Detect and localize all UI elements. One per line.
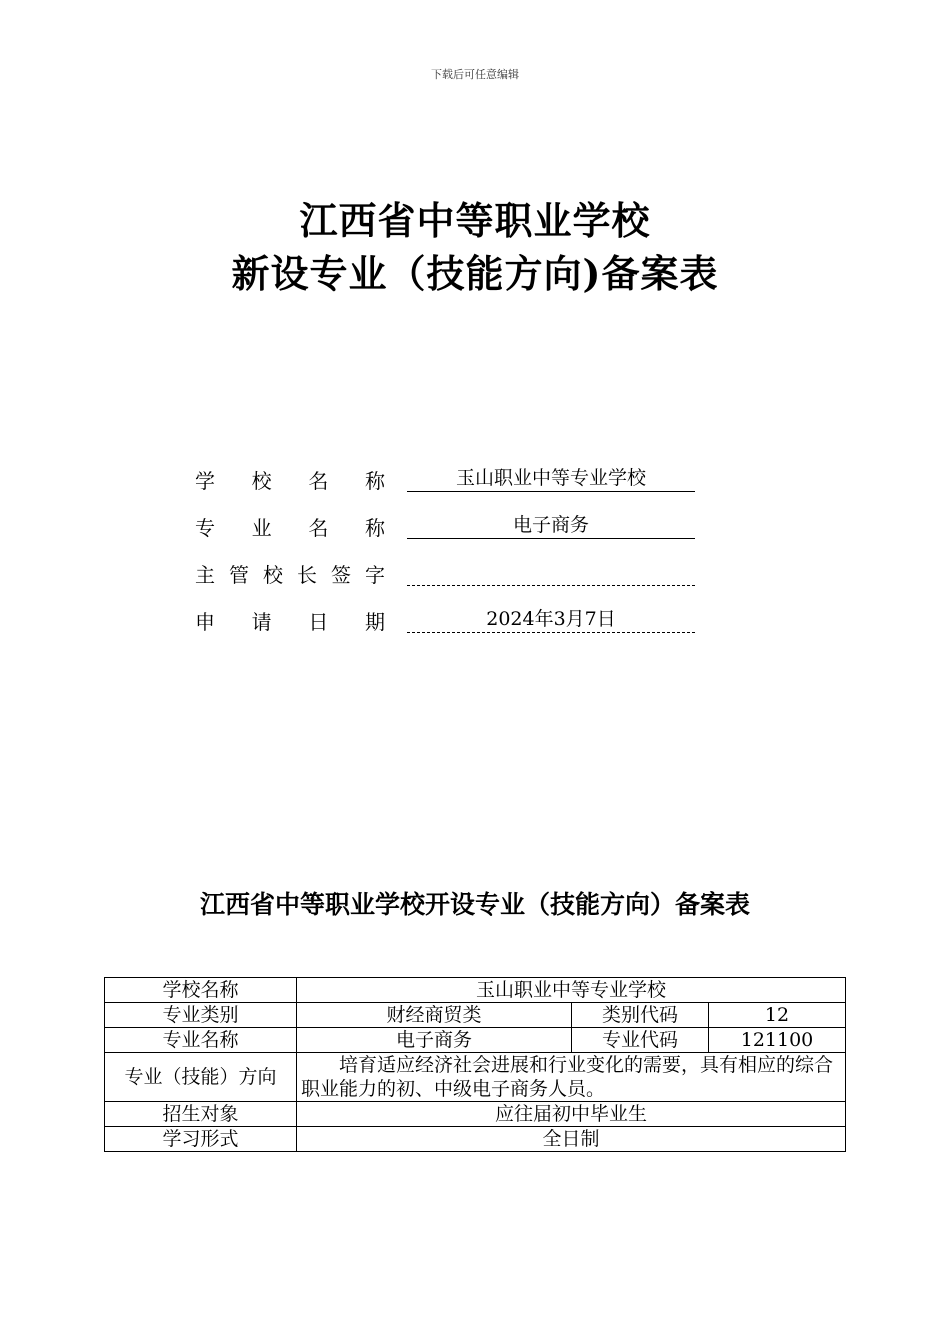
major-value-cell[interactable]: 电子商务 [297, 1028, 572, 1053]
info-row-principal [195, 559, 700, 589]
table-row [105, 978, 846, 1003]
school-name-field[interactable]: 玉山职业中等专业学校 [407, 465, 695, 492]
info-row-major [195, 512, 700, 542]
major-code-value-cell[interactable]: 121100 [709, 1028, 846, 1053]
table-row [105, 1127, 846, 1152]
main-title-line1: 江西省中等职业学校 [299, 198, 651, 243]
category-code-label-cell: 类别代码 [572, 1003, 709, 1028]
enroll-label-cell: 招生对象 [105, 1102, 297, 1127]
major-name-field[interactable]: 电子商务 [407, 512, 695, 539]
info-row-date [195, 606, 700, 636]
filing-table [104, 977, 846, 1152]
table-row [105, 1028, 846, 1053]
study-label-cell: 学习形式 [105, 1127, 297, 1152]
major-label-cell: 专业名称 [105, 1028, 297, 1053]
major-code-label-cell: 专业代码 [572, 1028, 709, 1053]
category-code-value-cell[interactable]: 12 [709, 1003, 846, 1028]
table-row [105, 1053, 846, 1102]
direction-value-cell[interactable]: 培育适应经济社会进展和行业变化的需要，具有相应的综合职业能力的初、中级电子商务人员。 [297, 1053, 846, 1102]
table-row [105, 1102, 846, 1127]
school-name-label: 学 校 名 称 [195, 469, 385, 493]
enroll-value-cell[interactable]: 应往届初中毕业生 [297, 1102, 846, 1127]
school-label-cell: 学校名称 [105, 978, 297, 1003]
apply-date-field[interactable]: 2024年3月7日 [407, 606, 695, 633]
apply-date-label: 申 请 日 期 [195, 610, 385, 634]
category-value-cell[interactable]: 财经商贸类 [297, 1003, 572, 1028]
main-title-line2: 新设专业（技能方向)备案表 [231, 251, 719, 296]
major-name-label: 专 业 名 称 [195, 516, 385, 540]
direction-label-cell: 专业（技能）方向 [105, 1053, 297, 1102]
category-label-cell: 专业类别 [105, 1003, 297, 1028]
school-value-cell[interactable]: 玉山职业中等专业学校 [297, 978, 846, 1003]
principal-sign-label: 主 管 校 长 签 字 [195, 563, 385, 587]
study-value-cell[interactable]: 全日制 [297, 1127, 846, 1152]
section-title: 江西省中等职业学校开设专业（技能方向）备案表 [199, 890, 750, 919]
header-note: 下载后可任意编辑 [431, 68, 519, 81]
principal-sign-field[interactable] [407, 559, 695, 586]
table-row [105, 1003, 846, 1028]
info-row-school [195, 465, 700, 495]
